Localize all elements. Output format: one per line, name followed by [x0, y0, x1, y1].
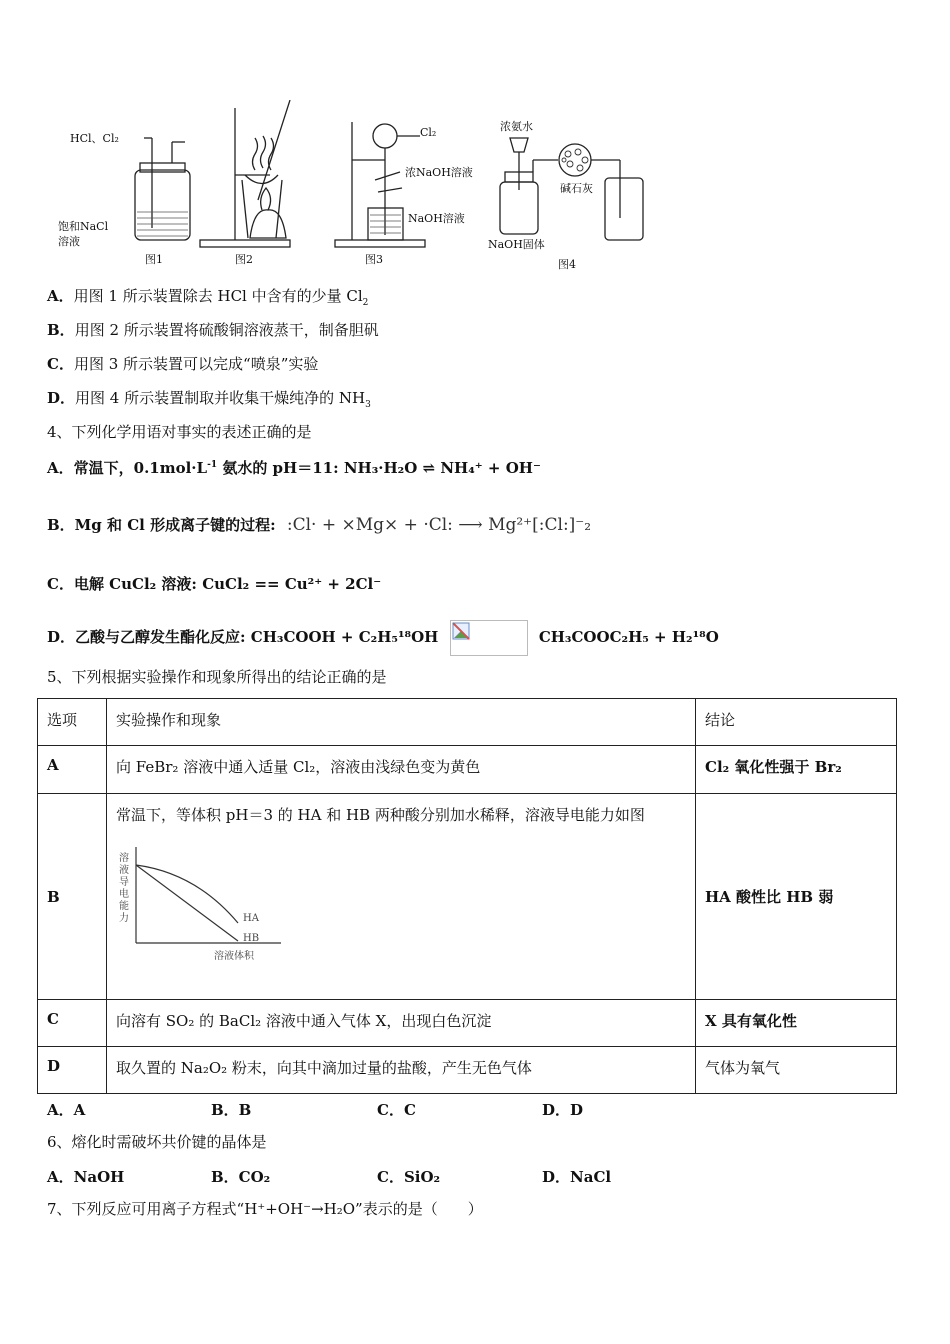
figure-3-fountain-setup: [335, 122, 425, 247]
fig1-gas-label: HCl、Cl₂: [70, 132, 119, 145]
q5-table: [37, 698, 897, 1094]
q6-answer-c: C．SiO₂: [377, 1168, 441, 1186]
fig3-flask-label: 浓NaOH溶液: [405, 166, 473, 179]
q4-option-c: C．电解 CuCl₂ 溶液: CuCl₂ == Cu²⁺ + 2Cl⁻: [47, 575, 382, 593]
table-row: [38, 794, 897, 1000]
graph-ylabel-char: 电: [119, 889, 129, 900]
table-row: [38, 1047, 897, 1094]
q3-option-c: C．用图 3 所示装置可以完成“喷泉”实验: [47, 355, 319, 373]
series-ha-label: HA: [243, 913, 259, 924]
q3-option-d: D．用图 4 所示装置制取并收集干燥纯净的 $NH_3$: [47, 389, 371, 410]
q6-answer-d: D．NaCl: [542, 1168, 612, 1186]
figure-1-gas-washing-bottle: [135, 138, 190, 240]
fig3-beaker-label: NaOH溶液: [408, 212, 465, 225]
q5-answer-d: D．D: [542, 1101, 584, 1119]
series-hb-curve: [136, 865, 238, 941]
row-option: B: [38, 794, 107, 1000]
q5-stem: 5、下列根据实验操作和现象所得出的结论正确的是: [47, 668, 387, 686]
graph-ylabel-char: 力: [119, 913, 129, 924]
graph-ylabel-char: 液: [119, 865, 129, 876]
fig4-funnel-label: 浓氨水: [500, 120, 533, 133]
row-operation-text: 常温下，等体积 pH＝3 的 HA 和 HB 两种酸分别加水稀释，溶液导电能力如图: [116, 806, 645, 824]
fig4-dryer-label: 碱石灰: [560, 182, 593, 195]
q4-option-b: B．Mg 和 Cl 形成离子键的过程: :Cl· + ×Mg× + ·Cl: ⟶ Mg²⁺[:Cl:]⁻₂: [47, 515, 592, 535]
header-option: 选项: [38, 699, 107, 746]
row-conclusion: 气体为氧气: [696, 1047, 897, 1094]
row-conclusion: Cl₂ 氧化性强于 Br₂: [696, 746, 897, 794]
broken-image-placeholder: [450, 620, 528, 656]
row-operation: 向溶有 SO₂ 的 BaCl₂ 溶液中通入气体 X，出现白色沉淀: [107, 1000, 696, 1047]
graph-xlabel: 溶液体积: [214, 951, 254, 962]
table-header-row: [38, 699, 897, 746]
q4-stem: 4、下列化学用语对事实的表述正确的是: [47, 423, 312, 441]
fig3-caption: 图3: [365, 253, 383, 266]
fig2-caption: 图2: [235, 253, 253, 266]
graph-ylabel-char: 导: [119, 877, 129, 888]
broken-image-icon: [452, 622, 472, 642]
fig3-gas-label: Cl₂: [420, 126, 437, 139]
row-operation: 向 FeBr₂ 溶液中通入适量 Cl₂，溶液由浅绿色变为黄色: [107, 746, 696, 794]
q5-answer-a: A．A: [47, 1101, 86, 1119]
ionic-bond-diagram: :Cl· + ×Mg× + ·Cl: ⟶ Mg²⁺[:Cl:]⁻₂: [286, 515, 592, 535]
fig1-solution-label-1: 饱和NaCl: [58, 220, 109, 233]
fig1-solution-label-2: 溶液: [58, 235, 80, 248]
fig4-solid-label: NaOH固体: [488, 238, 545, 251]
row-option: A: [38, 746, 107, 794]
q7-stem: 7、下列反应可用离子方程式“H⁺+OH⁻→H₂O”表示的是（ ）: [47, 1200, 483, 1218]
graph-ylabel-char: 能: [119, 901, 129, 912]
q4-option-a: A．常温下，$0.1mol\cdot L^{-1}$ 氨水的 pH＝11: NH₃·H₂O ⇌ NH₄⁺ + OH⁻: [47, 459, 541, 477]
header-conclusion: 结论: [696, 699, 897, 746]
q3-option-b: B．用图 2 所示装置将硫酸铜溶液蒸干，制备胆矾: [47, 321, 379, 339]
header-operation: 实验操作和现象: [107, 699, 696, 746]
q6-answer-b: B．CO₂: [211, 1168, 271, 1186]
row-operation: 取久置的 Na₂O₂ 粉末，向其中滴加过量的盐酸，产生无色气体: [107, 1047, 696, 1094]
figure-2-evaporation-setup: [200, 100, 290, 247]
row-conclusion: HA 酸性比 HB 弱: [696, 794, 897, 1000]
q5-answer-b: B．B: [211, 1101, 252, 1119]
apparatus-figures: [40, 100, 660, 275]
q3-option-a: A．用图 1 所示装置除去 HCl 中含有的少量 $Cl_2$: [47, 287, 369, 308]
table-row: [38, 746, 897, 794]
graph-ylabel-char: 溶: [119, 853, 129, 864]
q4-option-d: D．乙酸与乙醇发生酯化反应: CH₃COOH + C₂H₅¹⁸OH CH₃COOC₂H₅ + H₂¹⁸O: [47, 620, 719, 656]
conductivity-graph: [116, 843, 286, 963]
row-option: C: [38, 1000, 107, 1047]
q6-answer-a: A．NaOH: [47, 1168, 125, 1186]
row-conclusion: X 具有氧化性: [696, 1000, 897, 1047]
q5-answer-c: C．C: [377, 1101, 416, 1119]
fig4-caption: 图4: [558, 258, 576, 271]
series-ha-curve: [136, 865, 238, 923]
series-hb-label: HB: [243, 933, 260, 944]
row-operation: [107, 794, 696, 1000]
fig1-caption: 图1: [145, 253, 163, 266]
table-row: [38, 1000, 897, 1047]
row-option: D: [38, 1047, 107, 1094]
q6-stem: 6、熔化时需破坏共价键的晶体是: [47, 1133, 267, 1151]
